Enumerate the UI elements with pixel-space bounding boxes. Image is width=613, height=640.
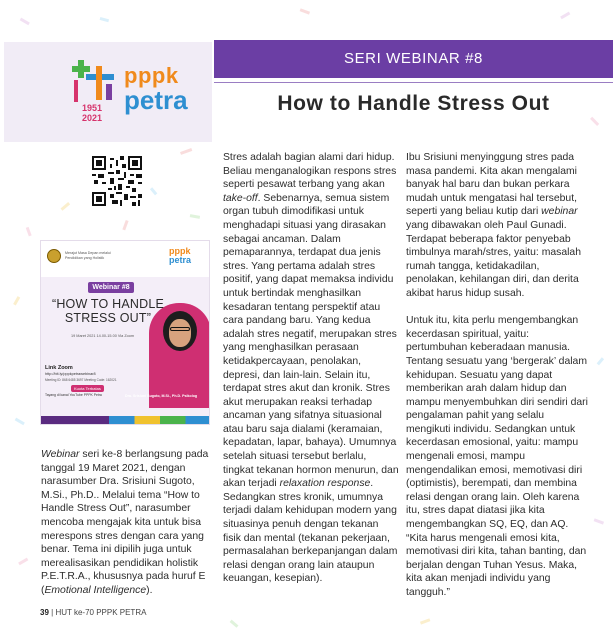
text-column-right: [406, 151, 588, 600]
series-label: SERI WEBINAR #8: [343, 50, 484, 67]
logo-word-pppk: pppk: [124, 63, 179, 88]
article-title: How to Handle Stress Out: [277, 92, 550, 115]
text-column-left: [41, 448, 213, 598]
text-run-italic: Emotional Intelligence: [44, 584, 147, 596]
poster-badge: Webinar #8: [88, 282, 134, 293]
footer-text: | HUT ke-70 PPPK PETRA: [51, 608, 147, 617]
text-run: yang dibawakan oleh Paul Gunadi. Terdapat beberapa faktor penyebab timbulnya marah/stres, yaitu: masalah rumah tangga, ketidakadilan, penolakan, kehilangan diri, dan derita akibat harus hidup susah.: [406, 219, 581, 299]
logo-years: [72, 103, 112, 123]
poster-meeting-info: Meeting ID: 868 6485 3697 Meeting Code: 162021: [45, 378, 117, 382]
poster-youtube-note: Tayang di kanal YouTube PPPK Petra: [45, 393, 102, 397]
logo-year-end: 2021: [81, 113, 103, 123]
paragraph: [223, 151, 399, 586]
poster-date: 19 Maret 2021 14.00-15.00 Via Zoom: [71, 334, 135, 338]
speaker-face: [169, 319, 191, 347]
poster-link-url: http://bit.ly/pppkpetrawebinar8: [45, 372, 96, 376]
text-run-italic: webinar: [541, 206, 578, 218]
paragraph: [406, 314, 588, 599]
text-run: Untuk itu, kita perlu mengembangkan kecerdasan spiritual, yaitu: pertumbuhan keberadaan manusia. Tentang sesuatu yang ‘bergerak’ dalam kehidupan. Sesuatu yang dapat memberikan arah dalam hidup dan mampu menyembuhkan diri sendiri dari pengalaman pahit yang selalu mengikuti individu. Sedangkan untuk kecerdasan emosional, yaitu: mampu mengenali emosi, mampu mengendalikan emosi, memotivasi diri (optimistis), berempati, dan membina relasi dengan orang lain. Oleh karena itu, stres dapat diatasi jika kita mengembangkan SQ, EQ, dan AQ. “Kita harus mengenali emosi kita, memotivasi diri kita, tahan banting, dan berjalan dengan Tuhan Yesus. Maka, kita akan menjadi individu yang tangguh.”: [406, 315, 588, 598]
page-footer: [40, 608, 146, 617]
webinar-poster: [40, 240, 210, 425]
poster-link-heading: Link Zoom: [45, 365, 73, 371]
poster-tagline: Merajut Masa Depan melalui Pendidikan yang Holistik: [65, 251, 111, 260]
text-run-italic: Webinar: [41, 449, 80, 460]
header-divider: [214, 82, 613, 83]
text-run: Ibu Srisiuni menyinggung stres pada masa pandemi. Kita akan mengalami banyak hal baru dan bukan perkara mudah untuk mengatasi hal tersebut, seperti yang beliau kutip dari: [406, 152, 577, 218]
poster-quota-badge: Kuota Terbatas: [71, 385, 104, 392]
text-run: seri ke-8 berlangsung pada tanggal 19 Maret 2021, dengan narasumber Dra. Srisiuni Sugoto, M.Si., Ph.D.. Melalui tema “How to Handle Stress Out”, narasumber mencoba mengajak kita untuk bisa merespons stres dengan cara yang benar. Tema ini dipilih juga untuk merealisasikan pendidikan holistik P.E.T.R.A., khususnya pada huruf E (: [41, 449, 209, 596]
logo-word-petra: petra: [124, 85, 188, 115]
series-header-band: [214, 40, 613, 78]
speaker-glasses-icon: [170, 327, 190, 331]
paragraph: [406, 151, 588, 301]
text-run: . Sebenarnya, semua sistem organ tubuh dimodifikasi untuk menghadapi situasi yang dirasakan sebagai ancaman. Dalam pemaparannya, terdapat dua jenis stres. Yang pertama adalah stres positif, yang dapat memaksa individu untuk bertindak menghasilkan kesadaran tentang perspektif atau cara pandang baru. Yang kedua adalah stres negatif, merupakan stres yang menghasilkan perasaan ketidakpercayaan, penolakan, depresi, dan lain-lain. Selain itu, terdapat stres akut dan kronik. Stres akut merupakan reaksi terhadap ancaman yang sifatnya situasional atau baru saja dialami (keramaian, kepadatan, lapar, bahaya). Umumnya setelah situasi tersebut berlalu, tingkat tekanan hormon menurun, dan akan terjadi: [223, 192, 399, 490]
text-run: Stres adalah bagian alami dari hidup. Beliau menganalogikan respons stres seperti pesawat terbang yang akan: [223, 152, 397, 191]
text-run: . Sedangkan stres kronik, umumnya terjadi dalam kehidupan modern yang situasinya penuh dengan tekanan fisik dan mental (tekanan pekerjaan, permasalahan berkepanjangan dalam relasi dengan orang lain ataupun keuangan, kesepian).: [223, 478, 398, 585]
text-column-middle: [223, 151, 399, 586]
text-run: ).: [146, 584, 153, 596]
poster-color-strip: [41, 416, 210, 425]
poster-brand: [169, 247, 191, 265]
logo-year-start: 1951: [81, 103, 103, 113]
page-number: 39: [40, 608, 49, 617]
poster-speaker-name: Dra. Srisiuni Sugoto, M.Si., Ph.D. Psikolog: [125, 394, 198, 398]
poster-title: “HOW TO HANDLE STRESS OUT”: [51, 297, 165, 325]
paragraph: [41, 448, 213, 598]
poster-brand-top: pppk: [169, 246, 191, 256]
text-run-italic: relaxation response: [279, 478, 371, 490]
qr-code-icon[interactable]: [92, 156, 142, 206]
poster-brand-bottom: petra: [169, 255, 192, 265]
text-run-italic: take-off: [223, 192, 258, 204]
ministry-seal-icon: [47, 249, 61, 263]
